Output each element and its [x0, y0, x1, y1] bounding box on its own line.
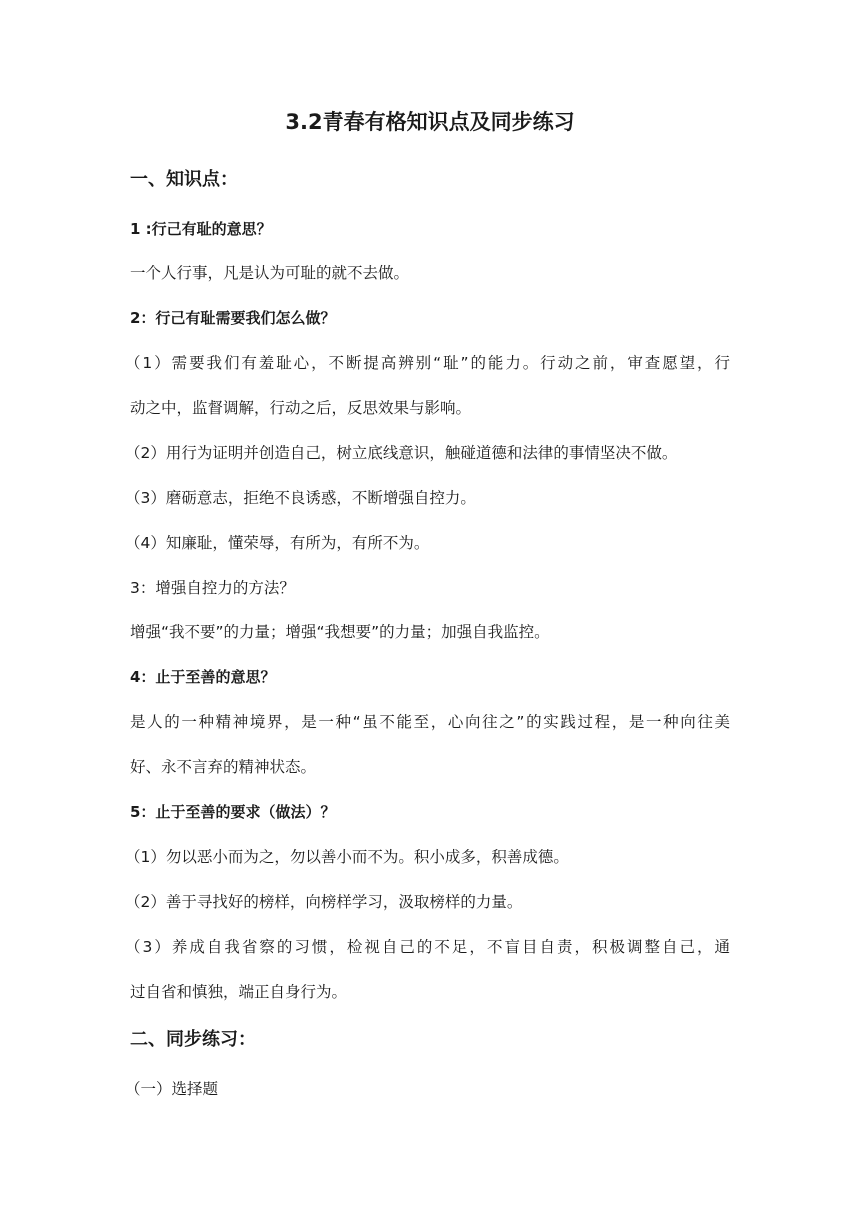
question-heading-4: 4：止于至善的意思？ — [130, 668, 276, 686]
question-heading-1: 1 :行己有耻的意思？ — [130, 220, 272, 238]
answer-5-item-1: （1）勿以恶小而为之，勿以善小而不为。积小成多，积善成德。 — [125, 848, 569, 866]
answer-2-item-2: （2）用行为证明并创造自己，树立底线意识，触碰道德和法律的事情坚决不做。 — [125, 444, 678, 462]
answer-2-item-4: （4）知廉耻，懂荣辱，有所为，有所不为。 — [125, 534, 430, 552]
answer-2-item-3: （3）磨砺意志，拒绝不良诱惑，不断增强自控力。 — [125, 489, 476, 507]
answer-2-item-1: （1）需要我们有羞耻心，不断提高辨别“耻”的能力。行动之前，审查愿望，行 — [125, 354, 730, 372]
answer-5-item-2: （2）善于寻找好的榜样，向榜样学习，汲取榜样的力量。 — [125, 893, 523, 911]
answer-3: 增强“我不要”的力量；增强“我想要”的力量；加强自我监控。 — [130, 623, 550, 641]
answer-1: 一个人行事，凡是认为可耻的就不去做。 — [130, 264, 410, 282]
section-heading-practice: 二、同步练习： — [130, 1029, 256, 1050]
answer-2-item-1-cont: 动之中，监督调解，行动之后，反思效果与影响。 — [130, 399, 472, 417]
question-heading-2: 2：行己有耻需要我们怎么做？ — [130, 309, 336, 327]
question-heading-3: 3：增强自控力的方法？ — [130, 579, 295, 597]
answer-4-line-1: 是人的一种精神境界，是一种“虽不能至，心向往之”的实践过程，是一种向往美 — [130, 713, 730, 731]
section-heading-knowledge: 一、知识点： — [130, 169, 238, 190]
answer-5-item-3: （3）养成自我省察的习惯，检视自己的不足，不盲目自责，积极调整自己，通 — [125, 938, 730, 956]
answer-5-item-3-cont: 过自省和慎独，端正自身行为。 — [130, 983, 348, 1001]
subsection-choice-questions: （一）选择题 — [125, 1080, 219, 1098]
page-title: 3.2青春有格知识点及同步练习 — [285, 110, 575, 134]
question-heading-5: 5：止于至善的要求（做法）？ — [130, 803, 336, 821]
answer-4-line-2: 好、永不言弃的精神状态。 — [130, 758, 317, 776]
